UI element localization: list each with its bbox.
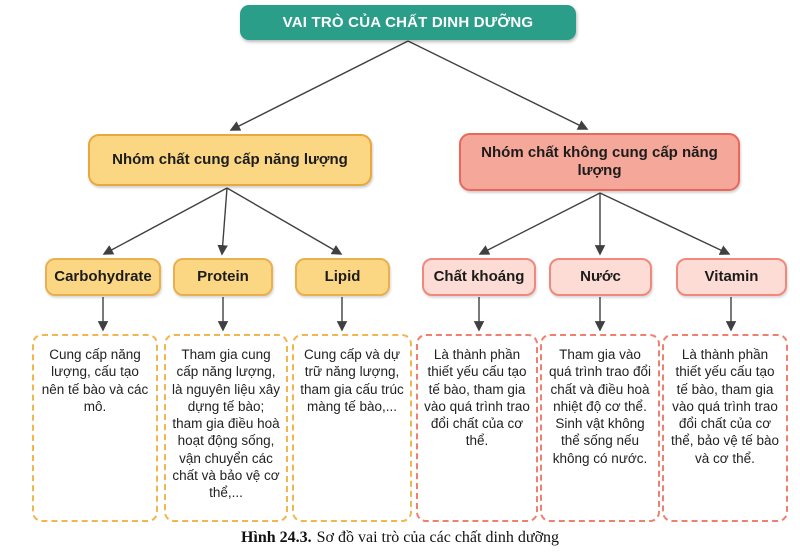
root-node-nutrient-role: VAI TRÒ CỦA CHẤT DINH DƯỠNG: [240, 5, 576, 40]
figure-caption-number: Hình 24.3.: [240, 529, 312, 546]
leaf-node-water: Nước: [549, 258, 652, 296]
leaf-node-carbohydrate: Carbohydrate: [45, 258, 161, 296]
description-box-lipid: Cung cấp và dự trữ năng lượng, tham gia cấu trúc màng tế bào,...: [292, 334, 412, 522]
leaf-node-lipid: Lipid: [295, 258, 390, 296]
leaf-node-mineral: Chất khoáng: [422, 258, 536, 296]
description-box-water: Tham gia vào quá trình trao đổi chất và điều hoà nhiệt độ cơ thể. Sinh vật không thể sống nếu không có nước.: [540, 334, 660, 522]
figure-caption-text: Sơ đồ vai trò của các chất dinh dưỡng: [316, 529, 560, 546]
leaf-node-vitamin: Vitamin: [676, 258, 787, 296]
description-box-vitamin: Là thành phần thiết yếu cấu tạo tế bào, tham gia vào quá trình trao đổi chất của cơ thể, bảo vệ tế bào và cơ thể.: [662, 334, 788, 522]
leaf-node-protein: Protein: [173, 258, 273, 296]
group-node-energy: Nhóm chất cung cấp năng lượng: [88, 134, 372, 186]
description-box-carbohydrate: Cung cấp năng lượng, cấu tạo nên tế bào và các mô.: [32, 334, 158, 522]
group-node-non-energy: Nhóm chất không cung cấp năng lượng: [459, 133, 740, 191]
description-box-mineral: Là thành phần thiết yếu cấu tạo tế bào, tham gia vào quá trình trao đổi chất của cơ thể.: [416, 334, 538, 522]
figure-caption: [0, 529, 800, 547]
description-box-protein: Tham gia cung cấp năng lượng, là nguyên liệu xây dựng tế bào; tham gia điều hoà hoạt động sống, vận chuyển các chất và bảo vệ cơ thể,...: [164, 334, 288, 522]
